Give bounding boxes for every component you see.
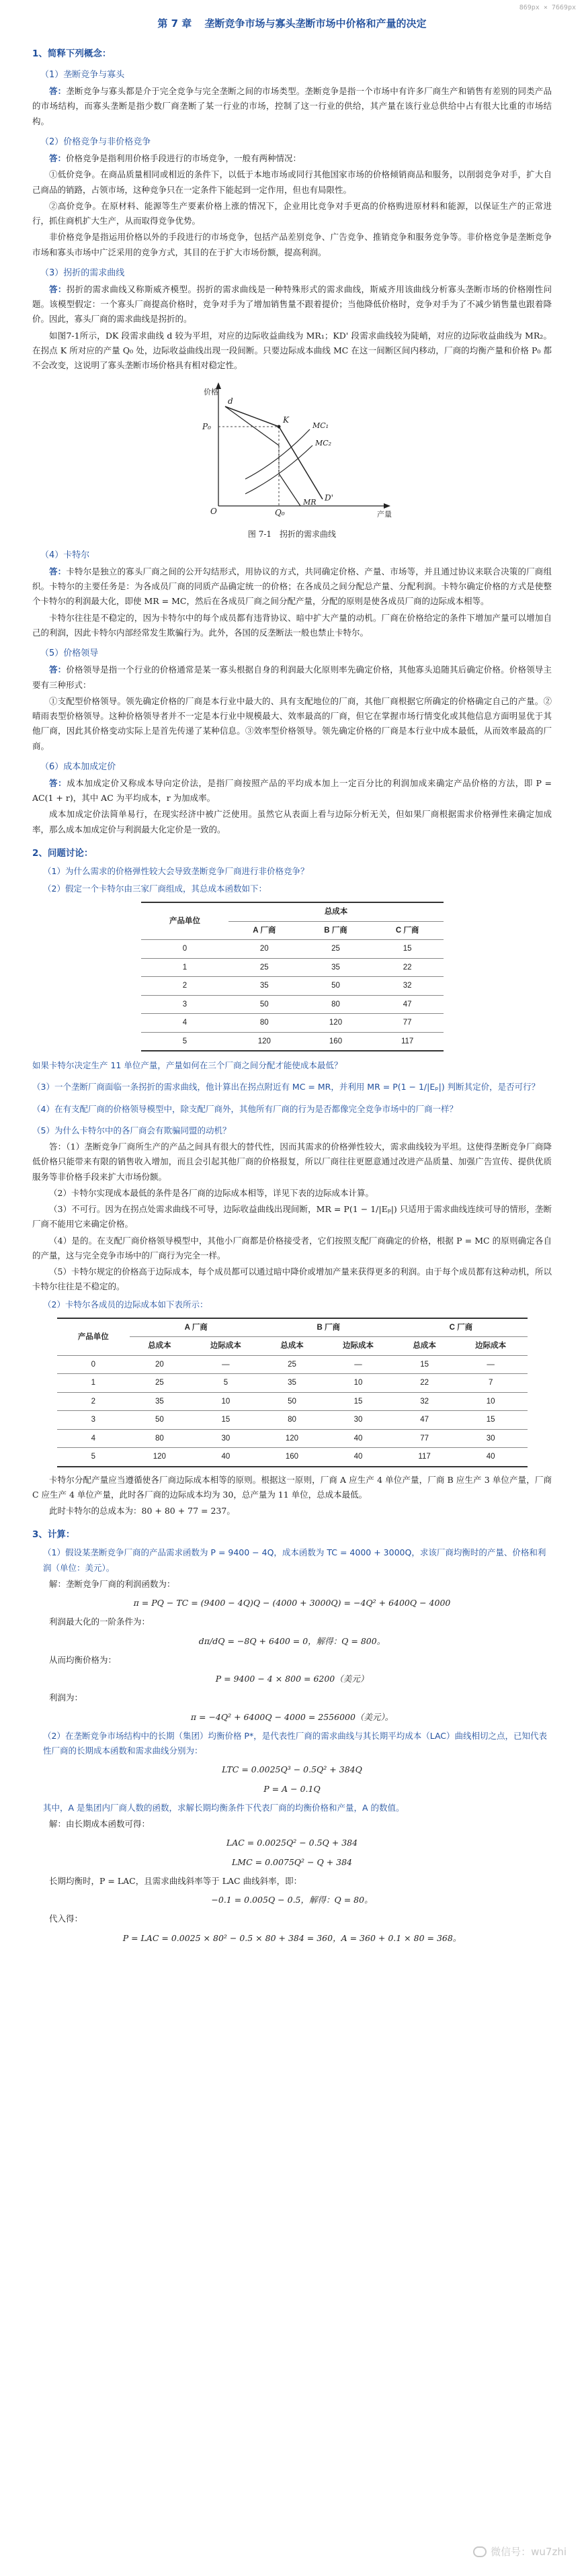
table-cell: 15 xyxy=(394,1355,454,1373)
concept-4-answer: 答：卡特尔是独立的寡头厂商之间的公开勾结形式，用协议的方式，共同确定价格、产量、市场等，并且通过协议来联合决策的厂商组织。卡特尔的主要任务是：为各成员厂商的同质产品确定统一的价格；在各成员之间分配总产量、分配利润。卡特尔确定价格的方式是使整个卡特尔的利润最大化，即使 MR = MC，然后在各成员厂商之间分配产量，分配的原则是使各成员厂商的边际成本相等。 xyxy=(32,566,552,607)
table-header: 产品单位 xyxy=(141,902,229,939)
table-body xyxy=(57,1355,528,1466)
table-group-header: 总成本 xyxy=(228,902,443,921)
formula-label: 长期均衡时，P = LAC，且需求曲线斜率等于 LAC 曲线斜率，即： xyxy=(49,1875,302,1886)
discussion-answer: （3）不可行。因为在拐点处需求曲线不可导，边际收益曲线出现间断，MR = P(1 − 1/|Eₚ|) 只适用于需求曲线连续可导的情形，垄断厂商不能用它来确定价格。 xyxy=(32,1204,552,1230)
answer-label: 答： xyxy=(49,566,67,576)
table-cell: — xyxy=(190,1355,263,1373)
table-cell: 30 xyxy=(190,1429,263,1447)
answer-label: 答： xyxy=(49,153,67,164)
formula-label: 代入得： xyxy=(49,1914,83,1924)
table-cell: 32 xyxy=(372,977,444,995)
table-cell: 160 xyxy=(300,1032,372,1051)
demand-formula: P = A − 0.1Q xyxy=(263,1783,321,1794)
table-cell: 117 xyxy=(394,1448,454,1467)
answer-label: 答： xyxy=(49,777,67,788)
table-cell: 5 xyxy=(57,1448,130,1467)
question-4: （4）在有支配厂商的价格领导模型中，除支配厂商外，其他所有厂商的行为是否都像完全竞争市场中的厂商一样？ xyxy=(32,1103,458,1114)
page-dimension-label: 869px × 7669px xyxy=(519,4,576,11)
table-2-intro: （2）卡特尔各成员的边际成本如下表所示： xyxy=(43,1299,208,1310)
concept-5-answer: 答：价格领导是指一个行业的价格通常是某一寡头根据自身的利润最大化原则率先确定价格，其他寡头追随其后确定价格。价格领导主要有三种形式： xyxy=(32,664,552,690)
discussion-answer: （5）卡特尔规定的价格高于边际成本，每个成员都可以通过暗中降价或增加产量来获得更多的利润。由于每个成员都有这种动机，所以卡特尔往往是不稳定的。 xyxy=(32,1266,552,1292)
concept-6-answer: 答：成本加成定价又称成本导向定价法，是指厂商按照产品的平均成本加上一定百分比的利润加成来确定产品价格的方法，即 P = AC(1 + r)，其中 AC 为平均成本，r 为加成率。 xyxy=(32,777,552,804)
table-cell: 160 xyxy=(262,1448,321,1467)
section-2-heading: 2、问题讨论： xyxy=(32,847,93,859)
table-cell: — xyxy=(322,1355,395,1373)
table-2-conclusion: 卡特尔分配产量应当遵循使各厂商边际成本相等的原则。根据这一原则，厂商 A 应生产 4 单位产量，厂商 B 应生产 3 单位产量，厂商 C 应生产 4 单位产量，此时各厂商的边际成本均为 30，总产量为 11 单位，总成本最低。 xyxy=(32,1474,552,1500)
table-cell: 50 xyxy=(300,977,372,995)
table-row xyxy=(141,1032,444,1051)
table-cell: 120 xyxy=(300,1014,372,1032)
answer-label: 答： xyxy=(49,86,67,97)
profit-result: π = −4Q² + 6400Q − 4000 = 2556000（美元）。 xyxy=(190,1711,394,1722)
table-body xyxy=(141,940,444,1051)
mr-curve-upper xyxy=(225,406,279,445)
table-row xyxy=(57,1429,528,1447)
table-cell: 15 xyxy=(372,940,444,958)
question-5: （5）为什么卡特尔中的各厂商会有欺骗同盟的动机？ xyxy=(32,1125,231,1135)
table-cell: 20 xyxy=(228,940,300,958)
concept-6-title: （6）成本加成定价 xyxy=(40,761,116,772)
wechat-icon xyxy=(473,2546,487,2557)
table-cell: 10 xyxy=(322,1374,395,1392)
concept-2-para: ①低价竞争。在商品质量相同或相近的条件下，以低于本地市场或同行其他国家市场的价格倾销商品和服务，以削弱竞争对手，扩大自己商品的销路，占领市场，这种竞争只在一定条件下能起到一定作用，但也有局限性。 xyxy=(32,169,552,195)
table-2-conclusion: 此时卡特尔的总成本为：80 + 80 + 77 = 237。 xyxy=(49,1506,235,1516)
concept-3-answer: 答：拐折的需求曲线又称斯威齐模型。拐折的需求曲线是一种特殊形式的需求曲线，斯威齐用该曲线分析寡头垄断市场的价格刚性问题。该模型假定：一个寡头厂商提高价格时，竞争对手为了增加销售量不跟着提价；当他降低价格时，竞争对手为了不减少销售量也跟着降价。因此，寡头厂商的需求曲线是拐折的。 xyxy=(32,284,552,325)
concept-6-para: 成本加成定价法简单易行，在现实经济中被广泛使用。虽然它从表面上看与边际分析无关，但如果厂商根据需求价格弹性来确定加成率，那么成本加成定价与利润最大化定价是一致的。 xyxy=(32,809,552,834)
table-cell: 4 xyxy=(57,1429,130,1447)
q0-label: Q₀ xyxy=(274,508,285,518)
table-cell: 2 xyxy=(141,977,229,995)
table-cell: 50 xyxy=(130,1411,189,1429)
concept-3-para: 如图7-1所示，DK 段需求曲线 d 较为平坦，对应的边际收益曲线为 MR₁；KD' 段需求曲线较为陡峭，对应的边际收益曲线为 MR₂。在拐点 K 所对应的产量 Q₀ 处，边际收益曲线出现一段间断。只要边际成本曲线 MC 在这一间断区间内移动，厂商的均衡产量和价格 P₀ 都不会改变，这说明了寡头垄断市场价格具有相对稳定性。 xyxy=(32,330,552,371)
table-cell: 117 xyxy=(372,1032,444,1051)
origin-label: O xyxy=(210,507,217,517)
concept-5-para: ①支配型价格领导。领先确定价格的厂商是本行业中最大的、具有支配地位的厂商，其他厂商根据它所确定的价格确定自己的产量。②晴雨表型价格领导。这种价格领导者并不一定是本行业中规模最大、效率最高的厂商，但它在掌握市场行情变化或其他信息方面明显优于其他厂商，因此其价格变动实际上是首先传递了某种信息。③效率型价格领导。领先确定价格的厂商是本行业中成本最低，从而效率最高的厂商。 xyxy=(32,695,552,751)
concept-1-answer: 答：垄断竞争与寡头都是介于完全竞争与完全垄断之间的市场类型。垄断竞争是指一个市场中有许多厂商生产和销售有差别的同类产品的市场结构，而寡头垄断是指少数厂商垄断了某一行业的市场，控制了这一行业的供给，其产量在该行业总供给中占有很大比重的市场结构。 xyxy=(32,86,552,126)
question-1: （1）为什么需求的价格弹性较大会导致垄断竞争厂商进行非价格竞争？ xyxy=(43,865,309,876)
question-2: （2）假定一个卡特尔由三家厂商组成，其总成本函数如下： xyxy=(43,884,267,894)
table-cell: 80 xyxy=(300,995,372,1013)
table-cell: 50 xyxy=(262,1392,321,1410)
table-cell: 30 xyxy=(322,1411,395,1429)
table-cell: 20 xyxy=(130,1355,189,1373)
table-header: 总成本 xyxy=(130,1337,189,1355)
concept-3-title: （3）拐折的需求曲线 xyxy=(40,267,125,278)
discussion-answer: （2）卡特尔实现成本最低的条件是各厂商的边际成本相等，详见下表的边际成本计算。 xyxy=(49,1187,374,1198)
demand-curve-upper xyxy=(225,406,279,427)
demand-label: d xyxy=(227,396,233,406)
table-group-header: B 厂商 xyxy=(262,1318,394,1337)
table-cell: — xyxy=(454,1355,528,1373)
mc1-label: MC₁ xyxy=(312,421,329,431)
table-cell: 15 xyxy=(454,1411,528,1429)
chapter-number: 第 7 章 xyxy=(157,17,192,30)
y-axis-label: 价格 xyxy=(203,388,218,397)
table-cell: 35 xyxy=(130,1392,189,1410)
mr-label: MR xyxy=(302,498,317,507)
calc-question-2: （2）在垄断竞争市场结构中的长期（集团）均衡价格 P*，是代表性厂商的需求曲线与其长期平均成本（LAC）曲线相切之点，已知代表性厂商的长期成本函数和需求曲线分别为： xyxy=(43,1730,548,1756)
table-cell: 35 xyxy=(300,958,372,976)
kink-label: K xyxy=(282,415,289,425)
table-row xyxy=(57,1355,528,1373)
lmc-formula: LMC = 0.0075Q² − Q + 384 xyxy=(231,1856,353,1867)
table-cell: 1 xyxy=(141,958,229,976)
concept-1-title: （1）垄断竞争与寡头 xyxy=(40,70,125,81)
table-header: A 厂商 xyxy=(228,921,300,939)
table-cell: 80 xyxy=(130,1429,189,1447)
table-header: 边际成本 xyxy=(322,1337,395,1355)
table-cell: 22 xyxy=(372,958,444,976)
cartel-marginal-cost-table xyxy=(57,1318,528,1467)
x-axis-arrow xyxy=(384,503,390,509)
question-3: （3）一个垄断厂商面临一条拐折的需求曲线，他计算出在拐点附近有 MC = MR，并利用 MR = P(1 − 1/|Eₚ|) 判断其定价，是否可行？ xyxy=(32,1082,540,1092)
mr-curve-lower xyxy=(279,474,300,506)
chapter-title xyxy=(32,0,552,42)
solution-intro: 解：由长期成本函数可得： xyxy=(49,1819,151,1830)
section-1-heading: 1、简释下列概念： xyxy=(32,48,112,59)
table-cell: 1 xyxy=(57,1374,130,1392)
table-cell: 0 xyxy=(57,1355,130,1373)
table-cell: 80 xyxy=(262,1411,321,1429)
table-cell: 5 xyxy=(190,1374,263,1392)
table-header: 边际成本 xyxy=(190,1337,263,1355)
x-axis-label: 产量 xyxy=(376,510,392,519)
table-cell: 3 xyxy=(57,1411,130,1429)
section-3-heading: 3、计算： xyxy=(32,1529,75,1541)
table-row xyxy=(141,940,444,958)
table-header: 总成本 xyxy=(262,1337,321,1355)
table-cell: 40 xyxy=(454,1448,528,1467)
figure-caption: 图 7-1 拐折的需求曲线 xyxy=(247,529,337,540)
chapter-title-text: 垄断竞争市场与寡头垄断市场中价格和产量的决定 xyxy=(204,17,427,30)
table-cell: 40 xyxy=(190,1448,263,1467)
table-cell: 4 xyxy=(141,1014,229,1032)
table-header: B 厂商 xyxy=(300,921,372,939)
table-cell: 2 xyxy=(57,1392,130,1410)
discussion-answer: 答：（1）垄断竞争厂商所生产的产品之间具有很大的替代性，因而其需求的价格弹性较大，需求曲线较为平坦。这使得垄断竞争厂商降低价格只能带来有限的销售收入增加，而且会引起其他厂商的价格报复，所以厂商往往更愿意通过改进产品质量、加强广告宣传、提供优质服务等非价格手段来扩大市场份额。 xyxy=(32,1142,552,1182)
table-cell: 40 xyxy=(322,1448,395,1467)
table-cell: 47 xyxy=(372,995,444,1013)
concept-2-para: ②高价竞争。在原材料、能源等生产要素价格上涨的情况下，企业用比竞争对手更高的价格购进原材料和能源，以保证生产的正常进行，抓住商机扩大生产，从而取得竞争优势。 xyxy=(32,200,552,226)
equilibrium-result: P = LAC = 0.0025 × 80² − 0.5 × 80 + 384 = 360，A = 360 + 0.1 × 80 = 368。 xyxy=(122,1932,462,1943)
ltc-formula: LTC = 0.0025Q³ − 0.5Q² + 384Q xyxy=(222,1764,362,1775)
demand-curve-lower xyxy=(279,427,323,499)
table-cell: 30 xyxy=(454,1429,528,1447)
table-header: 总成本 xyxy=(394,1337,454,1355)
solution-intro: 解：垄断竞争厂商的利润函数为： xyxy=(49,1578,175,1589)
table-cell: 120 xyxy=(262,1429,321,1447)
discussion-answer: （4）是的。在支配厂商价格领导模型中，其他小厂商都是价格接受者，它们按照支配厂商确定的价格，根据 P = MC 的原则确定各自的产量，这与完全竞争市场中的厂商行为完全一样。 xyxy=(32,1235,552,1260)
table-row xyxy=(141,977,444,995)
answer-label: 答： xyxy=(49,664,67,675)
concept-4-para: 卡特尔往往是不稳定的，因为卡特尔中的每个成员都有违背协议、暗中扩大产量的动机。厂商在价格给定的条件下增加产量可以增加自己的利润，因此卡特尔内部经常发生欺骗行为。此外，各国的反垄断法一般也禁止卡特尔。 xyxy=(32,612,552,638)
table-cell: 25 xyxy=(228,958,300,976)
table-row xyxy=(57,1392,528,1410)
kinked-demand-diagram xyxy=(178,378,407,519)
lac-formula: LAC = 0.0025Q² − 0.5Q + 384 xyxy=(226,1838,358,1848)
calc-question-1: （1）假设某垄断竞争厂商的产品需求函数为 P = 9400 − 4Q，成本函数为 TC = 4000 + 3000Q，求该厂商均衡时的产量、价格和利润（单位：美元）。 xyxy=(43,1547,546,1573)
concept-2-answer: 答：价格竞争是指利用价格手段进行的市场竞争，一般有两种情况： xyxy=(49,153,302,164)
table-cell: 80 xyxy=(228,1014,300,1032)
table-row xyxy=(57,1448,528,1467)
table-cell: 10 xyxy=(190,1392,263,1410)
table-row xyxy=(141,958,444,976)
table-header: C 厂商 xyxy=(372,921,444,939)
table-header: 边际成本 xyxy=(454,1337,528,1355)
table-cell: 32 xyxy=(394,1392,454,1410)
demand-end-label: D' xyxy=(324,493,333,503)
formula-label: 利润为： xyxy=(49,1692,83,1703)
table-cell: 120 xyxy=(228,1032,300,1051)
table-cell: 35 xyxy=(262,1374,321,1392)
table-row xyxy=(57,1411,528,1429)
p0-label: P₀ xyxy=(202,422,211,432)
calc-question-2-note: 其中，A 是集团内厂商人数的函数，求解长期均衡条件下代表厂商的均衡价格和产量，A 的数值。 xyxy=(43,1802,405,1813)
table-cell: 0 xyxy=(141,940,229,958)
kinked-demand-figure xyxy=(178,378,407,526)
concept-2-para: 非价格竞争是指运用价格以外的手段进行的市场竞争，包括产品差别竞争、广告竞争、推销竞争和服务竞争等。非价格竞争是垄断竞争市场和寡头市场中广泛采用的竞争方式，其目的在于扩大市场份额，提高利润。 xyxy=(32,232,552,257)
table-cell: 3 xyxy=(141,995,229,1013)
table-header: 产品单位 xyxy=(57,1318,130,1355)
table-cell: 40 xyxy=(322,1429,395,1447)
table-cell: 35 xyxy=(228,977,300,995)
table-cell: 50 xyxy=(228,995,300,1013)
table-cell: 77 xyxy=(394,1429,454,1447)
table-cell: 47 xyxy=(394,1411,454,1429)
price-result: P = 9400 − 4 × 800 = 6200（美元） xyxy=(215,1674,369,1684)
concept-5-title: （5）价格领导 xyxy=(40,648,99,659)
concept-2-title: （2）价格竞争与非价格竞争 xyxy=(40,136,151,147)
table-cell: 120 xyxy=(130,1448,189,1467)
formula-label: 从而均衡价格为： xyxy=(49,1654,117,1665)
answer-label: 答： xyxy=(49,284,67,294)
kink-point xyxy=(277,425,280,429)
table-cell: 25 xyxy=(300,940,372,958)
table-cell: 77 xyxy=(372,1014,444,1032)
table-row xyxy=(141,1014,444,1032)
wechat-watermark xyxy=(473,2543,567,2561)
mc2-label: MC₂ xyxy=(315,439,331,448)
table-cell: 25 xyxy=(262,1355,321,1373)
cartel-total-cost-table xyxy=(141,902,444,1051)
table-cell: 10 xyxy=(454,1392,528,1410)
table-cell: 15 xyxy=(190,1411,263,1429)
table-group-header: C 厂商 xyxy=(394,1318,527,1337)
table-cell: 5 xyxy=(141,1032,229,1051)
slope-condition: −0.1 = 0.005Q − 0.5，解得：Q = 80。 xyxy=(211,1895,373,1905)
table-cell: 22 xyxy=(394,1374,454,1392)
table-cell: 25 xyxy=(130,1374,189,1392)
concept-4-title: （4）卡特尔 xyxy=(40,550,90,560)
table-cell: 15 xyxy=(322,1392,395,1410)
watermark-text: 微信号：wu7zhi xyxy=(491,2546,567,2559)
table-cell: 7 xyxy=(454,1374,528,1392)
table-row xyxy=(57,1374,528,1392)
table-row xyxy=(141,995,444,1013)
first-order-condition: dπ/dQ = −8Q + 6400 = 0，解得：Q = 800。 xyxy=(198,1635,386,1646)
question-2-note: 如果卡特尔决定生产 11 单位产量，产量如何在三个厂商之间分配才能使成本最低？ xyxy=(32,1060,343,1071)
formula-label: 利润最大化的一阶条件为： xyxy=(49,1617,151,1627)
table-group-header: A 厂商 xyxy=(130,1318,262,1337)
profit-formula: π = PQ − TC = (9400 − 4Q)Q − (4000 + 3000Q) = −4Q² + 6400Q − 4000 xyxy=(133,1598,451,1608)
mc1-curve xyxy=(245,429,310,479)
